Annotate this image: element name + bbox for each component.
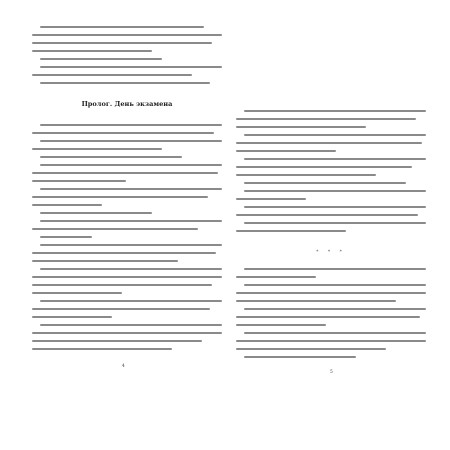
text-line [236,292,426,294]
text-line [32,284,212,286]
right-page [236,14,426,424]
text-line [40,66,222,68]
text-line [40,220,222,222]
text-line [236,300,396,302]
text-line [32,308,210,310]
text-line [40,58,162,60]
text-line [244,356,356,358]
text-line [236,126,366,128]
page-number-left: 4 [122,364,125,369]
text-line [32,42,212,44]
text-line [32,180,126,182]
text-line [244,222,426,224]
text-line [40,140,222,142]
text-line [32,292,122,294]
text-line [244,206,426,208]
text-line [32,332,222,334]
text-line [32,34,222,36]
text-line [32,348,172,350]
text-line [236,118,416,120]
text-line [236,166,412,168]
text-line [244,284,426,286]
text-line [40,244,222,246]
text-line [32,228,198,230]
left-page [32,14,222,424]
text-line [40,268,222,270]
text-line [244,158,426,160]
text-line [40,26,204,28]
text-line [244,182,406,184]
text-line [244,110,426,112]
text-line [40,164,222,166]
text-line [236,324,326,326]
text-line [32,196,208,198]
page-number-right: 5 [330,370,333,375]
text-line [32,204,102,206]
text-line [244,332,426,334]
text-line [236,316,420,318]
text-line [236,198,306,200]
text-line [32,74,192,76]
text-line [32,340,202,342]
text-line [40,300,222,302]
text-line [40,324,222,326]
text-line [236,150,336,152]
text-line [40,236,92,238]
text-line [40,188,222,190]
text-line [236,230,346,232]
text-line [244,134,426,136]
text-line [40,212,152,214]
text-line [32,172,218,174]
text-line [236,214,418,216]
text-line [236,340,426,342]
section-break: * * * [316,250,346,255]
text-line [244,268,426,270]
text-line [32,148,162,150]
text-line [32,276,222,278]
text-line [40,82,210,84]
text-line [244,308,426,310]
text-line [32,316,112,318]
text-line [236,174,376,176]
text-line [236,348,386,350]
text-line [32,252,216,254]
text-line [32,260,178,262]
text-line [236,276,316,278]
text-line [244,190,426,192]
text-line [40,124,222,126]
text-line [32,50,152,52]
text-line [32,132,214,134]
text-line [236,142,422,144]
chapter-title: Пролог. День экзамена [81,100,173,108]
text-line [40,156,182,158]
